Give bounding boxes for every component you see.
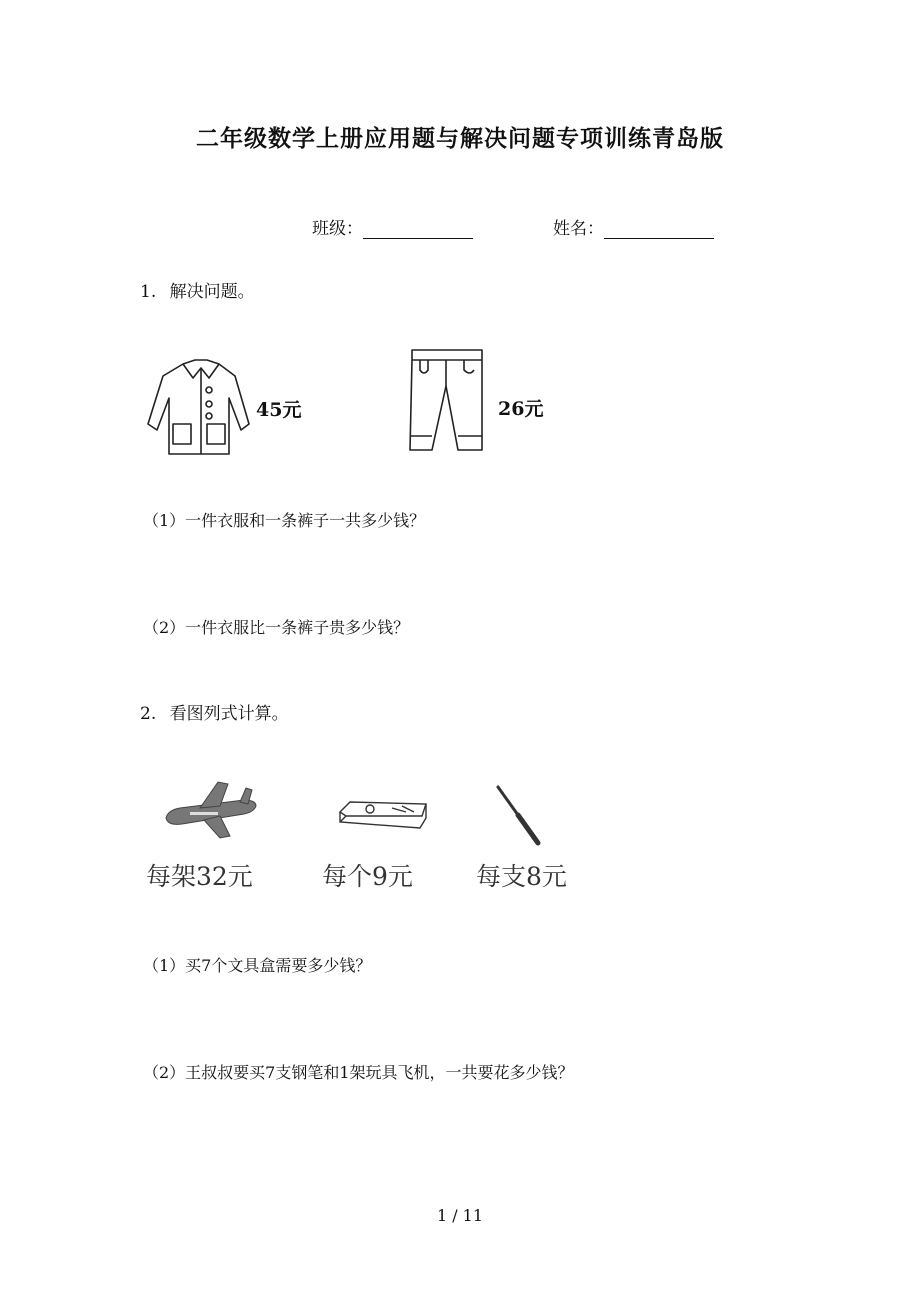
plane-caption: 每架32元 [146,862,253,891]
name-field [553,214,714,239]
pencil-box-icon [336,800,430,834]
question-1-number: 1. [140,282,157,302]
page-number: 1 / 11 [436,1206,484,1225]
question-1-sub-2: （2）一件衣服比一条裤子贵多少钱？ [143,618,410,637]
class-field [312,214,473,239]
pencil-box-caption: 每个9元 [322,862,413,891]
coat-price: 45元 [256,399,302,421]
toy-plane-icon [160,780,260,840]
page-title: 二年级数学上册应用题与解决问题专项训练青岛版 [196,125,724,152]
coat-icon [143,358,255,456]
question-2-sub-2: （2）王叔叔要买7支钢笔和1架玩具飞机，一共要花多少钱？ [143,1063,574,1082]
pen-icon [494,785,544,847]
pen-caption: 每支8元 [476,862,567,891]
question-2-sub-1: （1）买7个文具盒需要多少钱？ [143,956,372,975]
question-2-text: 看图列式计算。 [169,704,289,724]
class-blank [363,220,473,239]
question-1-sub-1: （1）一件衣服和一条裤子一共多少钱？ [143,511,426,530]
question-1-text: 解决问题。 [169,282,255,302]
name-blank [604,220,714,239]
question-2-number: 2. [140,704,157,724]
pants-price: 26元 [498,398,544,420]
class-label: 班级： [312,219,363,239]
name-label: 姓名： [553,219,604,239]
question-2 [140,699,289,724]
question-1 [140,277,255,302]
pants-icon [408,346,488,452]
